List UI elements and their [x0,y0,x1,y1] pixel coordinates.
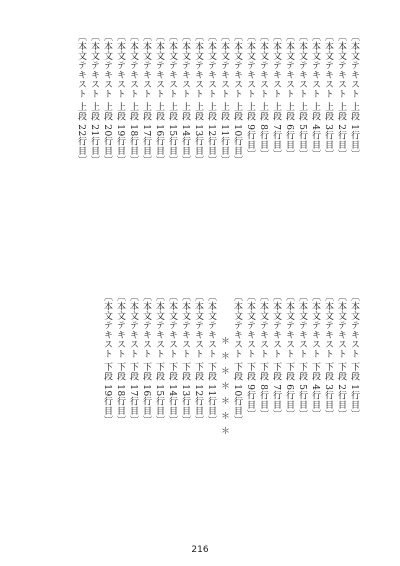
text-line: 〔本文テキスト 下段 8行目〕 [258,292,268,419]
text-line: 〔本文テキスト 上段 22行目〕 [76,32,86,166]
text-line: 〔本文テキスト 下段 3行目〕 [323,292,333,419]
text-line: 〔本文テキスト 下段 18行目〕 [115,292,125,426]
text-line: 〔本文テキスト 上段 14行目〕 [180,32,190,166]
text-line: 〔本文テキスト 上段 17行目〕 [141,32,151,166]
text-line: 〔本文テキスト 上段 20行目〕 [102,32,112,166]
text-line: 〔本文テキスト 上段 19行目〕 [115,32,125,166]
text-line: 〔本文テキスト 下段 15行目〕 [154,292,164,426]
text-line: 〔本文テキスト 上段 13行目〕 [193,32,203,166]
text-line: 〔本文テキスト 上段 6行目〕 [284,32,294,159]
text-line: 〔本文テキスト 下段 6行目〕 [284,292,294,419]
text-line: 〔本文テキスト 上段 15行目〕 [167,32,177,166]
text-line: 〔本文テキスト 上段 8行目〕 [258,32,268,159]
text-line: 〔本文テキスト 下段 13行目〕 [180,292,190,426]
text-line: 〔本文テキスト 上段 10行目〕 [232,32,242,166]
text-line: 〔本文テキスト 上段 11行目〕 [219,32,229,166]
text-line: 〔本文テキスト 下段 12行目〕 [193,292,203,426]
scene-break-separator: ＊＊＊＊＊＊＊ [219,336,229,441]
text-line: 〔本文テキスト 上段 5行目〕 [297,32,307,159]
text-line: 〔本文テキスト 下段 4行目〕 [310,292,320,419]
text-line: 〔本文テキスト 上段 12行目〕 [206,32,216,166]
text-line: 〔本文テキスト 下段 14行目〕 [167,292,177,426]
bottom-text-section [40,292,360,537]
text-line: 〔本文テキスト 上段 3行目〕 [323,32,333,159]
top-text-section [40,32,360,277]
text-line: 〔本文テキスト 上段 18行目〕 [128,32,138,166]
text-line: 〔本文テキスト 上段 16行目〕 [154,32,164,166]
text-line: 〔本文テキスト 下段 1行目〕 [349,292,359,419]
text-line: 〔本文テキスト 下段 9行目〕 [245,292,255,419]
page-number: 216 [191,545,209,555]
text-line: 〔本文テキスト 上段 9行目〕 [245,32,255,159]
text-line: 〔本文テキスト 上段 4行目〕 [310,32,320,159]
text-line: 〔本文テキスト 下段 2行目〕 [336,292,346,419]
text-line: 〔本文テキスト 下段 11行目〕 [206,292,216,426]
text-line: 〔本文テキスト 下段 19行目〕 [102,292,112,426]
text-line: 〔本文テキスト 下段 5行目〕 [297,292,307,419]
text-line: 〔本文テキスト 上段 21行目〕 [89,32,99,166]
text-line: 〔本文テキスト 下段 16行目〕 [141,292,151,426]
text-line: 〔本文テキスト 下段 17行目〕 [128,292,138,426]
text-line: 〔本文テキスト 下段 7行目〕 [271,292,281,419]
text-line: 〔本文テキスト 上段 1行目〕 [349,32,359,159]
text-line: 〔本文テキスト 下段 10行目〕 [232,292,242,426]
text-line: 〔本文テキスト 上段 2行目〕 [336,32,346,159]
text-line: 〔本文テキスト 上段 7行目〕 [271,32,281,159]
